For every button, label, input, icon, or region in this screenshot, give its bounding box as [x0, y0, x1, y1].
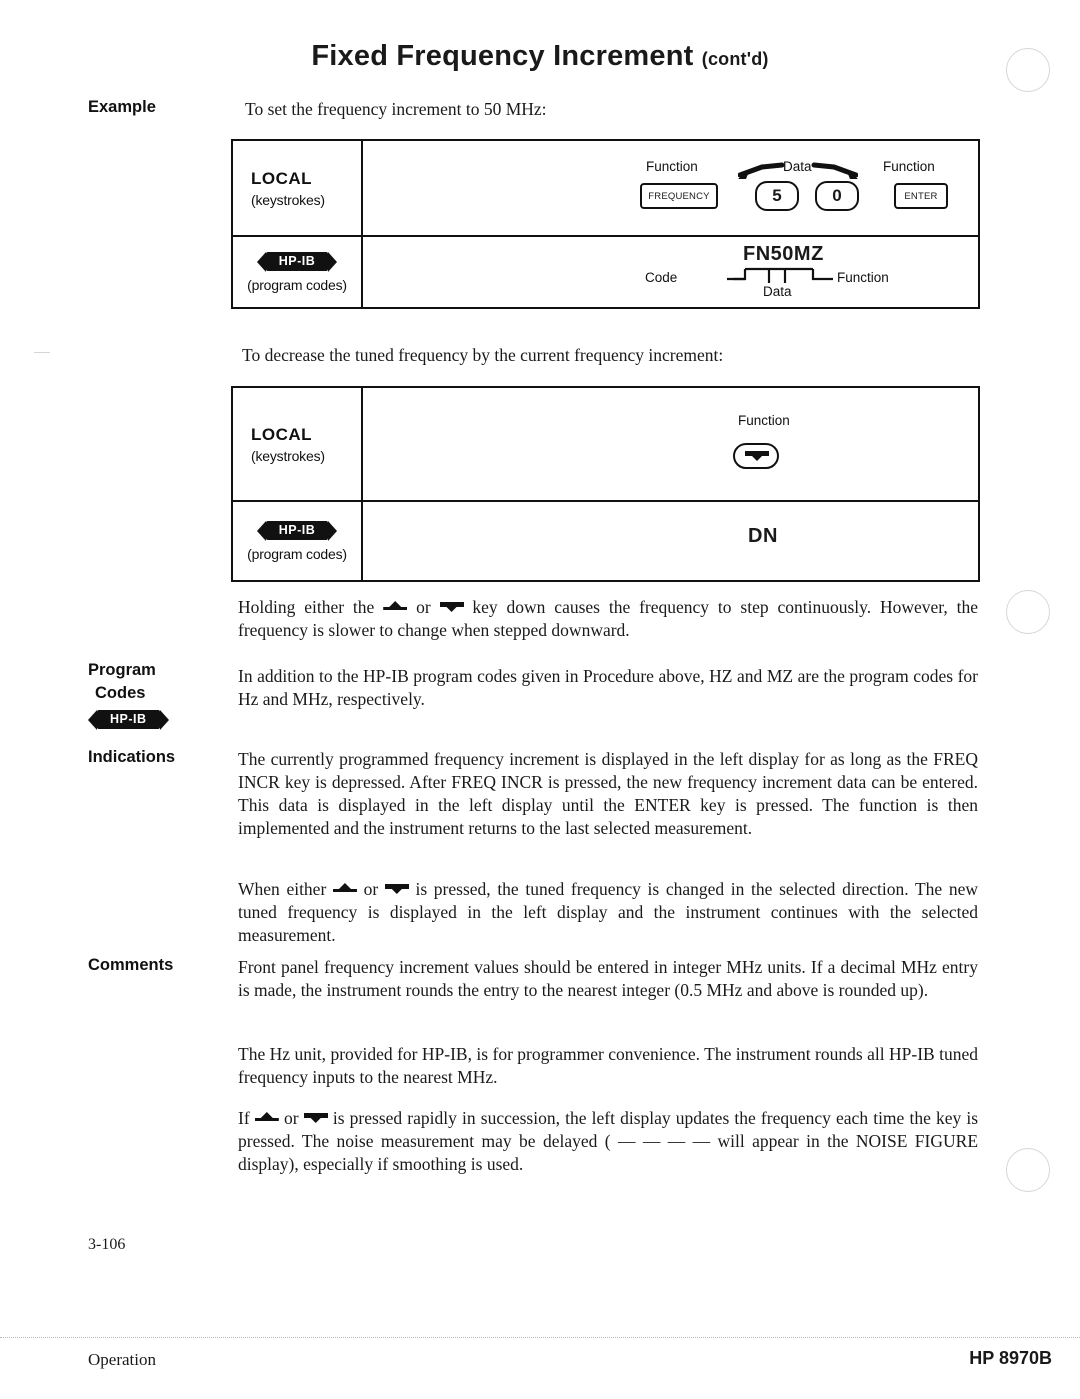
comments-p3-c: will appear in the NOISE FIGURE display), especially if smoothing is used.: [238, 1131, 979, 1175]
indications-p2-a: When either: [238, 879, 327, 899]
key-digit-0-label: 0: [832, 186, 842, 205]
hpib-badge: HP-IB: [266, 521, 329, 540]
arrow-down-icon: [304, 1112, 328, 1125]
mode-sublabel: (keystrokes): [251, 447, 325, 464]
key-frequency[interactable]: [640, 183, 718, 209]
footer-divider: [0, 1337, 1080, 1338]
table-row: [233, 500, 978, 580]
example-note-part2: key down causes the frequency to step continuously. However, the frequency is slower to change when stepped downward.: [238, 597, 979, 641]
program-code-cell: [363, 237, 978, 307]
key-step-down[interactable]: [733, 443, 779, 469]
caption-data: Data: [783, 159, 812, 174]
mode-sublabel: (program codes): [247, 276, 347, 293]
caption-function: Function: [837, 270, 889, 285]
key-enter-label: ENTER: [904, 190, 938, 202]
caption-data: Data: [763, 284, 792, 299]
page-title: [0, 40, 1080, 73]
mode-label: LOCAL: [251, 168, 313, 188]
binder-hole-icon: [1006, 1148, 1050, 1192]
data-bracket-icon: [738, 161, 858, 183]
mode-cell-hpib: [233, 237, 363, 307]
hpib-badge-wrapper: [97, 710, 160, 729]
comments-p3-or: or: [283, 1108, 299, 1128]
table-row: [233, 388, 978, 500]
mode-cell-local: [233, 388, 363, 500]
page-title-contd: (cont'd): [701, 49, 769, 69]
table-row: [233, 141, 978, 235]
arrow-up-icon: [255, 1112, 279, 1125]
arrow-down-icon: [440, 601, 464, 614]
mode-cell-hpib: [233, 502, 363, 580]
example-intro-2: To decrease the tuned frequency by the current frequency increment:: [242, 345, 724, 365]
comments-p3-dashes: — — — —: [617, 1131, 711, 1152]
arrow-down-icon: [385, 883, 409, 896]
section-label-indications: Indications: [88, 748, 176, 766]
code-annotation-icon: [693, 267, 943, 301]
page-title-main: Fixed Frequency Increment: [311, 40, 694, 72]
comments-p3-a: If: [238, 1108, 250, 1128]
arrow-down-icon: [745, 450, 767, 462]
table-row: [233, 235, 978, 307]
keystroke-table-2: [231, 386, 980, 582]
mode-sublabel: (keystrokes): [251, 191, 325, 208]
keystroke-table-1: [231, 139, 980, 309]
program-code-string: FN50MZ: [743, 243, 824, 265]
comments-paragraph-2: The Hz unit, provided for HP-IB, is for programmer convenience. The instrument rounds all HP-IB tuned frequency inputs to the nearest MHz.: [238, 1044, 978, 1088]
indications-p2-b: is pressed, the tuned frequency is changed in the selected direction. The new tuned frequency is displayed in the left display and the instrument continues with the selected measurement.: [238, 879, 979, 946]
hpib-badge: HP-IB: [97, 710, 160, 729]
comments-paragraph-3: [238, 1107, 978, 1176]
program-codes-paragraph: In addition to the HP-IB program codes given in Procedure above, HZ and MZ are the program codes for Hz and MHz, respectively.: [238, 666, 978, 710]
footer-section-name: Operation: [88, 1350, 156, 1369]
program-code-cell: [363, 502, 978, 580]
arrow-up-icon: [333, 883, 357, 896]
example-note: [238, 596, 978, 642]
hpib-badge: HP-IB: [266, 252, 329, 271]
key-digit-0[interactable]: [815, 181, 859, 211]
margin-tick: [34, 352, 50, 353]
example-note-part1: Holding either the: [238, 597, 375, 617]
indications-paragraph-1: The currently programmed frequency increment is displayed in the left display for as long as the FREQ INCR key is depressed. After FREQ INCR is pressed, the new frequency increment data can be entered. This data is displayed in the left display until the ENTER key is pressed. The function is then implemented and the instrument returns to the last selected measurement.: [238, 749, 978, 839]
mode-cell-local: [233, 141, 363, 235]
section-label-codes: Codes: [95, 684, 146, 702]
section-label-example: Example: [88, 98, 156, 116]
key-frequency-label: FREQUENCY: [648, 190, 710, 202]
caption-function: Function: [738, 413, 790, 428]
keys-cell: [363, 388, 978, 500]
example-intro: To set the frequency increment to 50 MHz:: [245, 99, 547, 119]
indications-paragraph-2: [238, 878, 978, 947]
caption-function-left: Function: [646, 159, 698, 174]
key-enter[interactable]: [894, 183, 948, 209]
caption-code: Code: [645, 270, 678, 285]
example-note-or: or: [416, 597, 431, 617]
footer-model-number: HP 8970B: [969, 1348, 1052, 1368]
section-label-comments: Comments: [88, 956, 174, 974]
key-digit-5-label: 5: [772, 186, 782, 205]
arrow-up-icon: [383, 601, 407, 614]
page-number: 3-106: [88, 1236, 126, 1253]
binder-hole-icon: [1006, 590, 1050, 634]
comments-paragraph-1: Front panel frequency increment values should be entered in integer MHz units. If a decimal MHz entry is made, the instrument rounds the entry to the nearest integer (0.5 MHz and above is rounded up).: [238, 957, 978, 1001]
caption-function-right: Function: [883, 159, 935, 174]
program-code-string: DN: [748, 525, 778, 547]
section-label-program: Program: [88, 661, 156, 679]
mode-sublabel: (program codes): [247, 545, 347, 562]
mode-label: LOCAL: [251, 424, 313, 444]
key-digit-5[interactable]: [755, 181, 799, 211]
indications-p2-or: or: [363, 879, 379, 899]
keys-cell: [363, 141, 978, 235]
comments-p3-b: is pressed rapidly in succession, the left display updates the frequency each time the key is pressed. The noise measurement may be delayed (: [238, 1108, 979, 1152]
